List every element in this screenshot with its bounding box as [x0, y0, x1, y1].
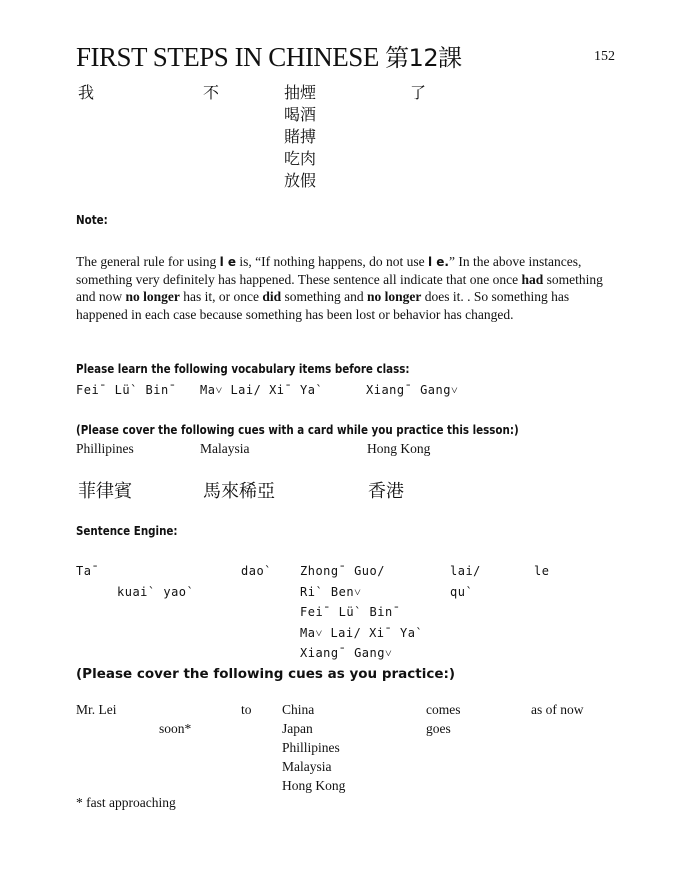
note-text: The general rule for using	[76, 254, 220, 269]
note-text-bold: l e	[219, 255, 237, 269]
note-text: has it, or once	[179, 289, 263, 305]
engine-adverb: kuai` yao`	[117, 585, 195, 599]
practice-motion: comes	[426, 702, 461, 717]
vocab-heading: Please learn the following vocabulary items before class:	[76, 362, 410, 376]
note-text: something and now	[76, 272, 603, 305]
pattern-verb: 喝酒	[284, 105, 317, 124]
practice-place: Malaysia	[282, 759, 332, 774]
note-text-bold: did	[262, 289, 282, 305]
page-number: 152	[594, 49, 615, 64]
engine-place: Fei¯ Lü` Bin¯	[300, 605, 401, 619]
note-paragraph	[76, 253, 616, 323]
engine-place: Zhong¯ Guo/	[300, 564, 385, 578]
practice-heading: (Please cover the following cues as you practice:)	[76, 666, 456, 682]
pattern-verb-list	[284, 80, 316, 190]
engine-subject: Ta¯	[76, 564, 100, 578]
pattern-negation: 不	[203, 83, 220, 102]
note-text: is, “If nothing happens, do not use	[236, 254, 428, 269]
practice-adverb: soon*	[159, 721, 192, 736]
engine-motion: qu`	[450, 585, 474, 599]
page-title	[76, 38, 462, 73]
pattern-particle: 了	[410, 83, 427, 102]
note-text: ” In the above instances, something very definitely has happened. These sentence all indicate that one once	[76, 254, 582, 288]
pattern-verb: 抽煙	[284, 83, 317, 102]
practice-place-list	[282, 702, 345, 797]
engine-place-list	[300, 564, 423, 667]
cue-chinese: 菲律賓	[78, 481, 132, 502]
pattern-verb: 吃肉	[284, 149, 317, 168]
pattern-subject: 我	[78, 83, 95, 102]
engine-motion: lai/	[450, 564, 481, 578]
practice-place: Phillipines	[282, 740, 340, 755]
note-text-bold: no longer	[125, 289, 180, 305]
book-title: FIRST STEPS IN CHINESE	[76, 42, 379, 72]
practice-subject: Mr. Lei	[76, 702, 117, 717]
note-text-bold: l e.	[428, 255, 449, 269]
engine-verb: dao`	[241, 564, 272, 578]
note-text-bold: no longer	[367, 289, 422, 305]
practice-aspect: as of now	[531, 702, 584, 717]
cue-english: Phillipines	[76, 441, 134, 456]
engine-place: Xiang¯ Gang˅	[300, 646, 393, 660]
practice-place: China	[282, 702, 315, 717]
practice-place: Japan	[282, 721, 313, 736]
cue-chinese: 馬來稀亞	[203, 481, 275, 502]
engine-place: Ma˅ Lai/ Xi¯ Ya`	[300, 625, 424, 640]
vocab-item: Fei¯ Lü` Bin¯	[76, 383, 177, 397]
vocab-item: Xiang¯ Gang˅	[366, 383, 459, 397]
footnote: * fast approaching	[76, 795, 176, 810]
cue-english: Malaysia	[200, 441, 250, 456]
pattern-verb: 放假	[284, 171, 317, 190]
pattern-verb: 賭搏	[284, 127, 317, 146]
practice-place: Hong Kong	[282, 778, 346, 793]
cue-english: Hong Kong	[367, 441, 431, 456]
note-text-bold: had	[521, 272, 544, 288]
vocab-item: Ma˅ Lai/ Xi¯ Ya`	[200, 383, 324, 397]
sentence-engine-heading: Sentence Engine:	[76, 524, 178, 538]
practice-to: to	[241, 702, 252, 717]
engine-particle: le	[534, 564, 550, 578]
engine-place: Ri` Ben˅	[300, 584, 362, 599]
cue-chinese: 香港	[368, 481, 404, 502]
cover-cues-heading: (Please cover the following cues with a card while you practice this lesson:)	[76, 423, 519, 437]
note-text: something and	[281, 289, 368, 305]
lesson-label: 第12課	[385, 44, 462, 72]
note-heading: Note:	[76, 213, 108, 227]
note-text: does it. . So something has happened in each case because something has been lost or behavior has changed.	[76, 289, 570, 322]
practice-motion: goes	[426, 721, 451, 736]
